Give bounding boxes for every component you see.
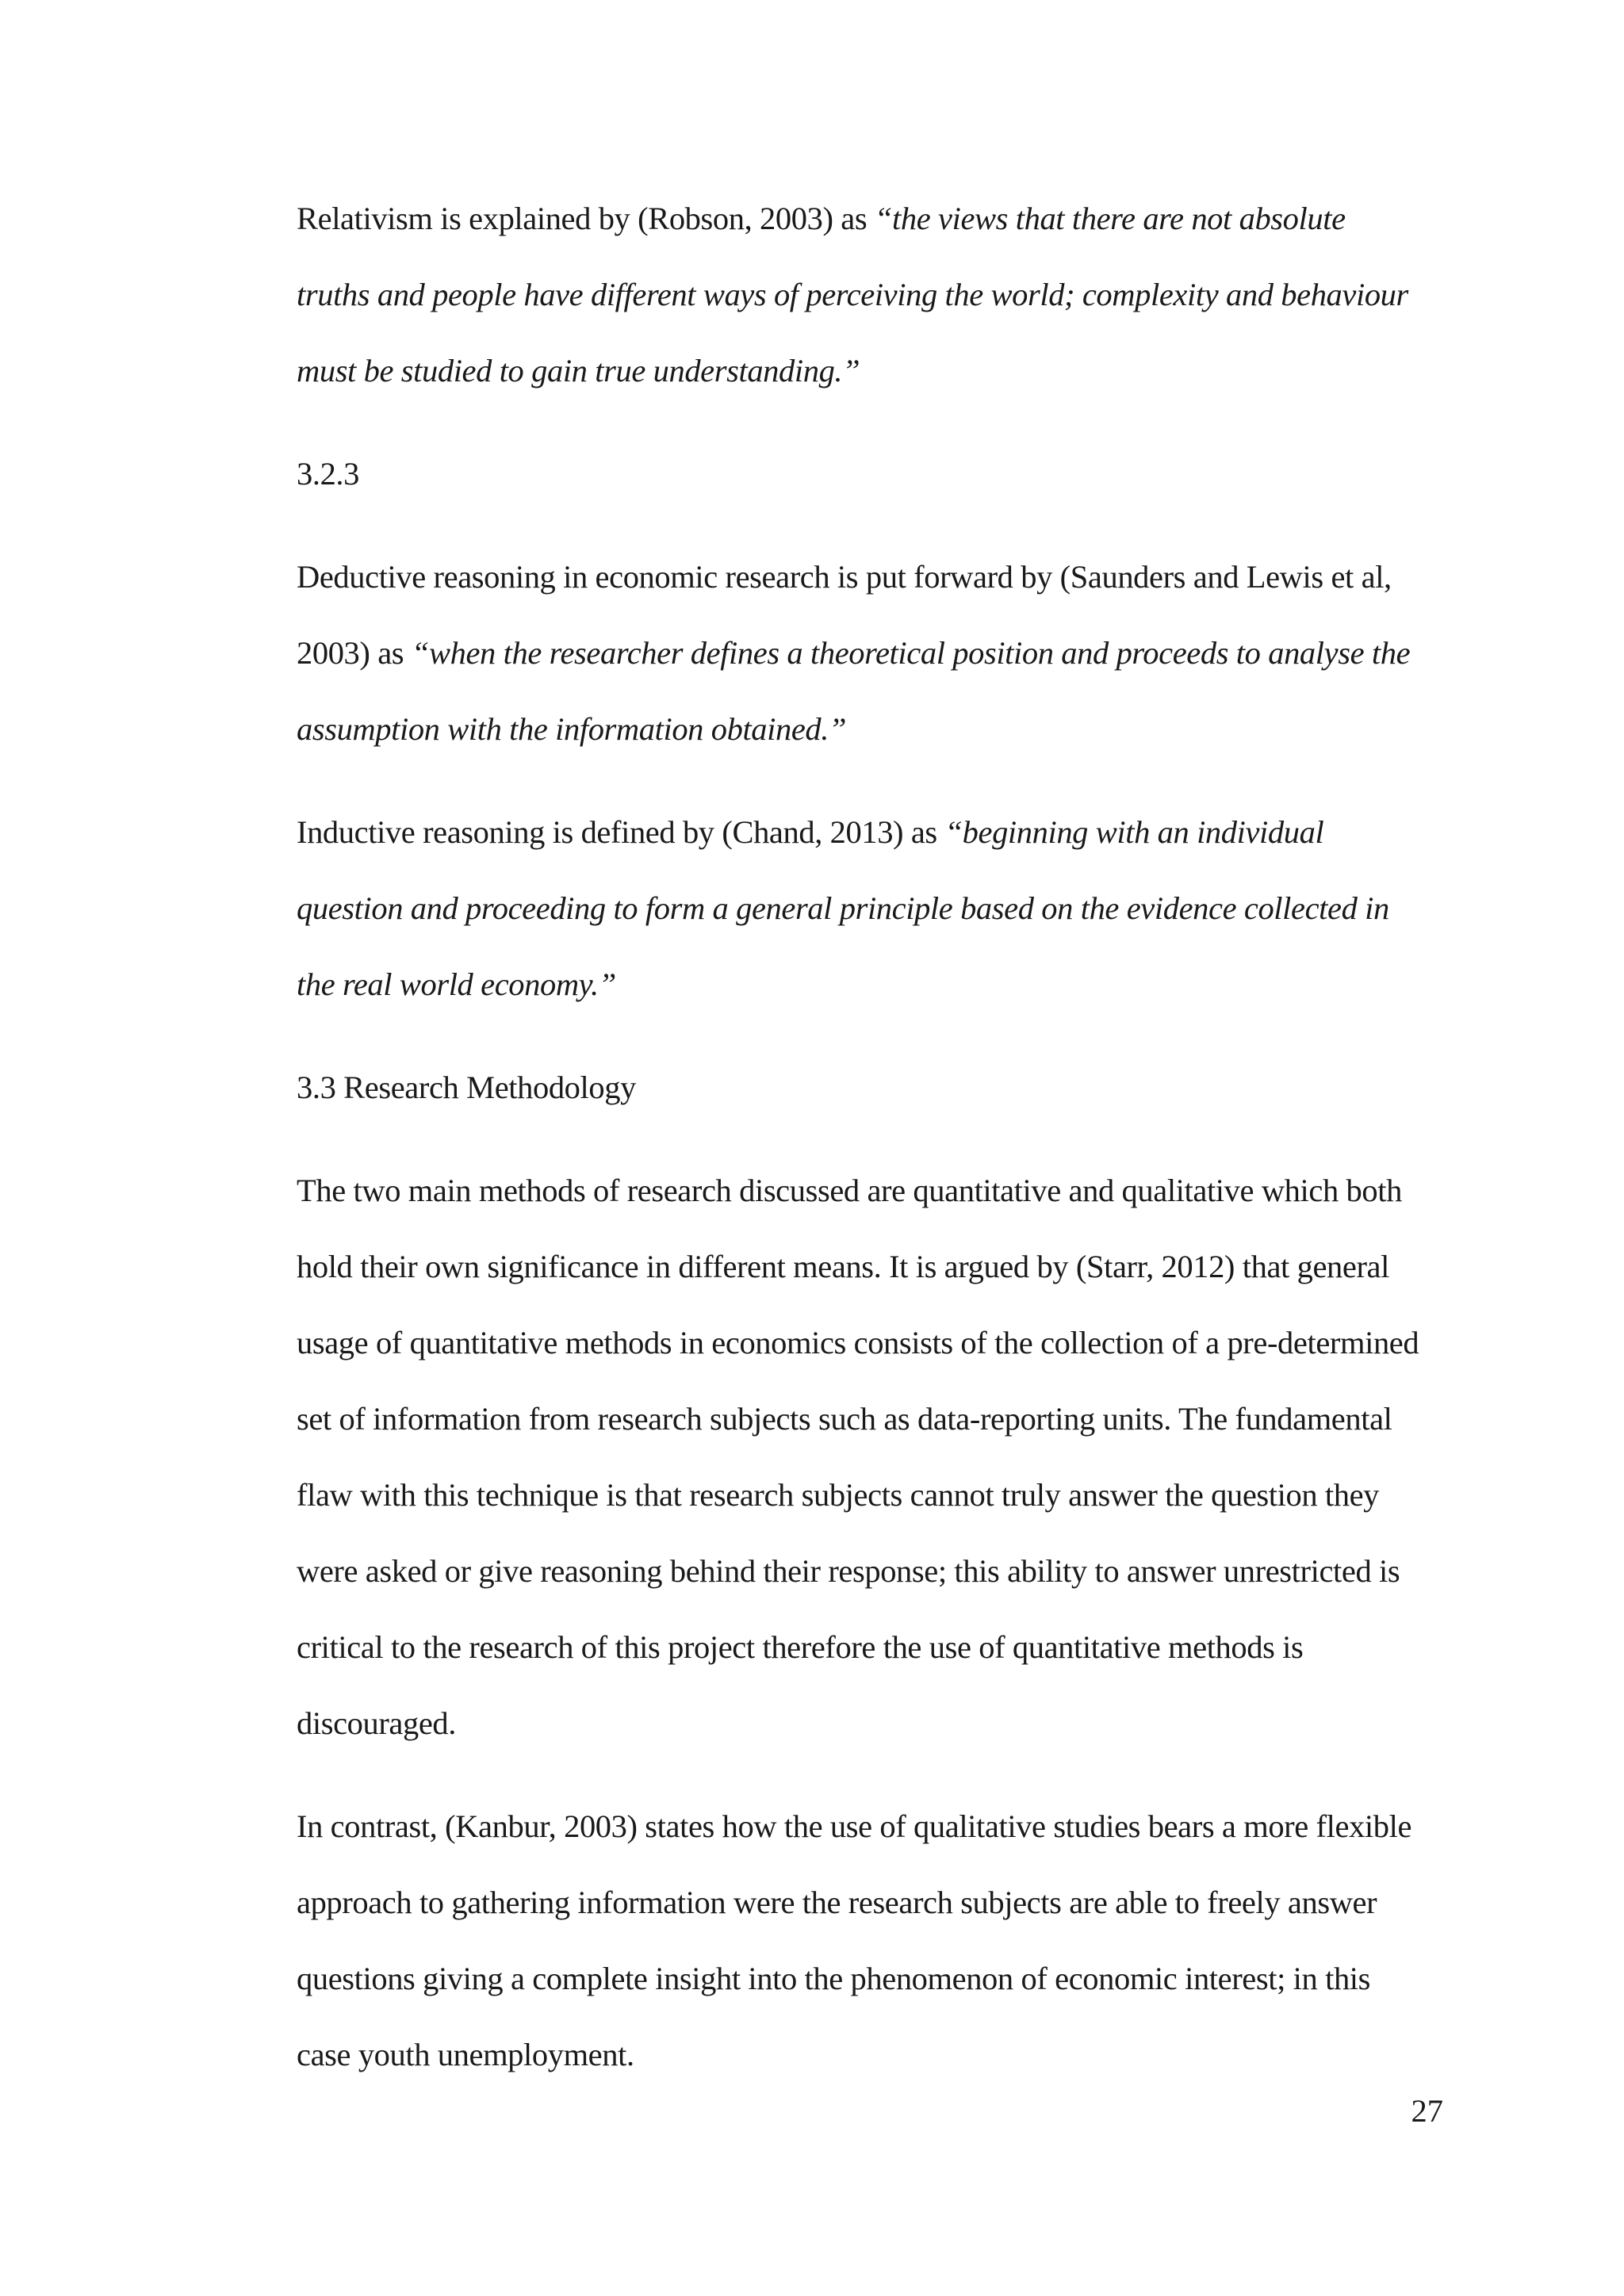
paragraph-quantitative: The two main methods of research discussed are quantitative and qualitative which both hold their own significance in different means. It is argued by (Starr, 2012) that general usage of quantitative methods in economics consists of the collection of a pre-determined set of information from research subjects such as data-reporting units. The fundamental flaw with this technique is that research subjects cannot truly answer the question they were asked or give reasoning behind their response; this ability to answer unrestricted is critical to the research of this project therefore the use of quantitative methods is discouraged. — [297, 1173, 1419, 1741]
section-heading-research-methodology: 3.3 Research Methodology — [297, 1070, 636, 1105]
paragraph-relativism-text: Relativism is explained by (Robson, 2003) as — [297, 201, 875, 236]
page-number: 27 — [1411, 2093, 1443, 2129]
paragraph-relativism-quote: “the views that there are not absolute truths and people have different ways of perceiving the world; complexity and behaviour must be studied to gain true understanding.” — [297, 201, 1408, 388]
paragraph-qualitative: In contrast, (Kanbur, 2003) states how the use of qualitative studies bears a more flexible approach to gathering information were the research subjects are able to freely answer questions giving a complete insight into the phenomenon of economic interest; in this case youth unemployment. — [297, 1808, 1412, 2072]
paragraph-inductive — [297, 794, 1423, 1023]
paragraph-relativism — [297, 181, 1423, 409]
paragraph-inductive-quote: “beginning with an individual question and proceeding to form a general principle based on the evidence collected in the real world economy.” — [297, 814, 1389, 1002]
paragraph-deductive-text: Deductive reasoning in economic research is put forward by (Saunders and Lewis et al, 2003) as — [297, 559, 1392, 671]
paragraph-deductive-quote: “when the researcher defines a theoretical position and proceeds to analyse the assumption with the information obtained.” — [297, 635, 1411, 747]
paragraph-deductive — [297, 539, 1423, 767]
section-heading-3-2-3: 3.2.3 — [297, 456, 360, 492]
paragraph-inductive-text: Inductive reasoning is defined by (Chand, 2013) as — [297, 814, 945, 850]
page-body — [297, 181, 1423, 2120]
